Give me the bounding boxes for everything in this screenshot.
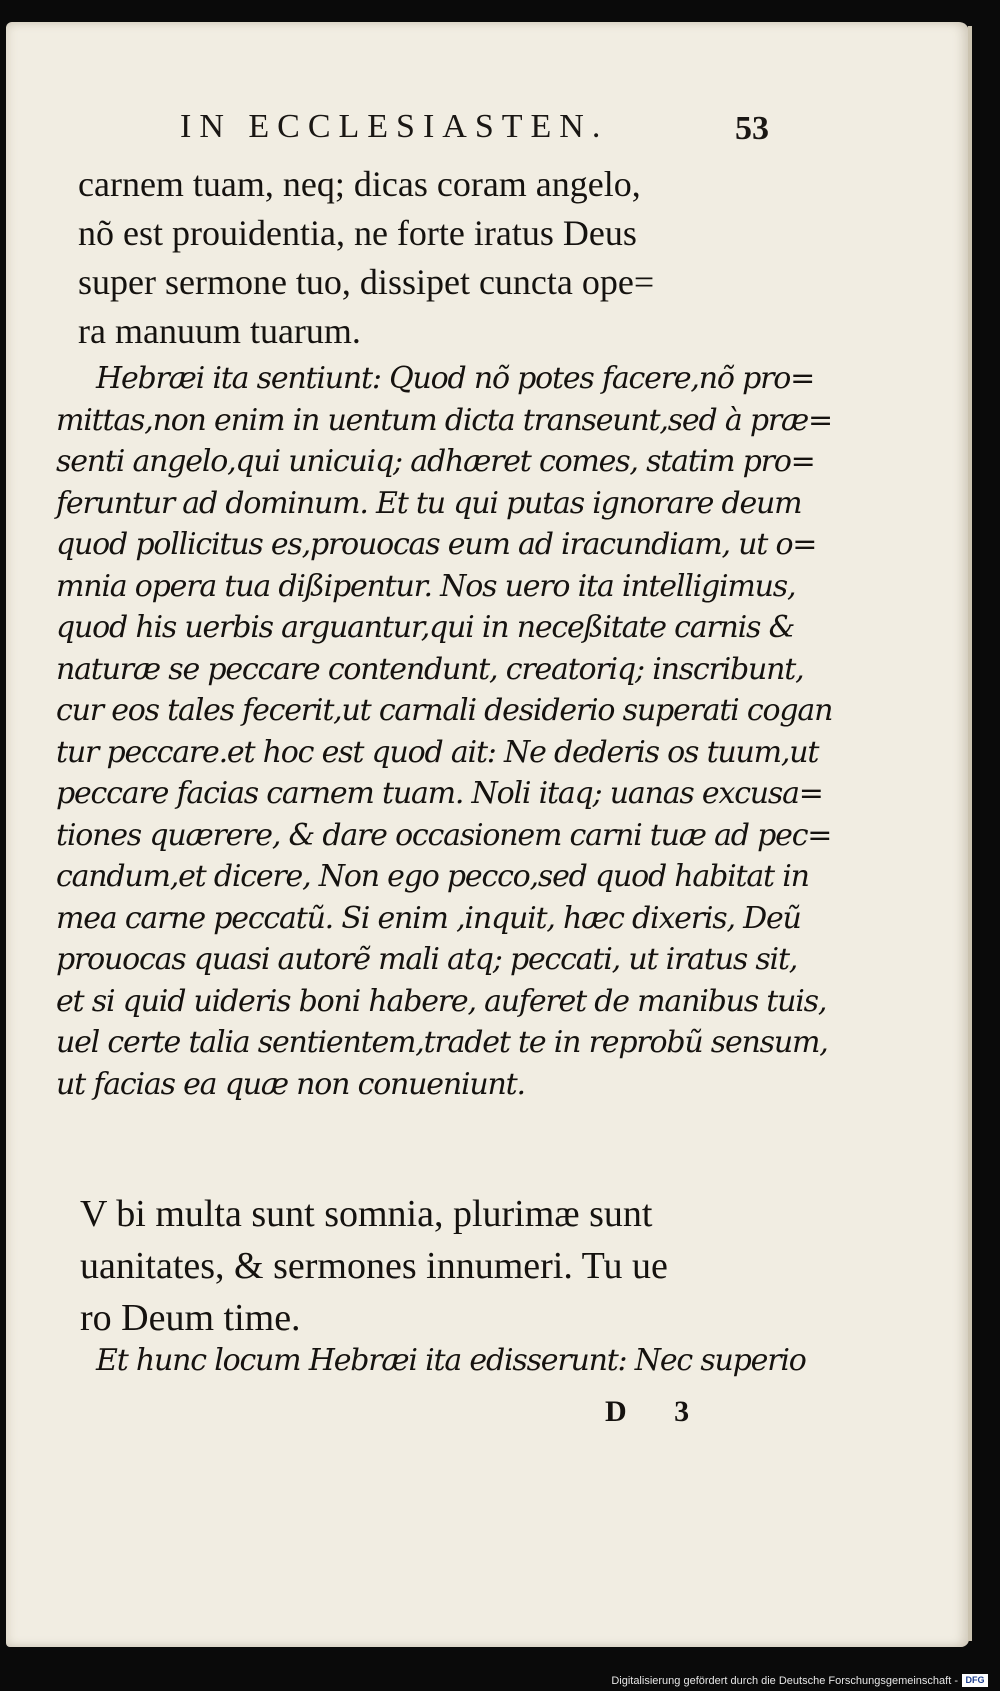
page-number: 53 xyxy=(735,110,769,147)
commentary-line: peccare facias carnem tuam. Noli itaq; uanas excusa= xyxy=(56,776,823,811)
verse-line: uanitates, & sermones innumeri. Tu ue xyxy=(80,1245,668,1287)
commentary-line: mea carne peccatũ. Si enim ,inquit, hæc dixeris, Deũ xyxy=(56,900,801,936)
commentary-line: candum,et dicere, Non ego pecco,sed quod habitat in xyxy=(56,859,809,894)
commentary-line: tur peccare.et hoc est quod ait: Ne dederis os tuum,ut xyxy=(56,734,819,770)
running-title: IN ECCLESIASTEN. xyxy=(180,108,609,145)
commentary-line: Et hunc locum Hebræi ita edisserunt: Nec superio xyxy=(96,1343,806,1378)
digitization-credit xyxy=(611,1674,988,1687)
commentary-line: feruntur ad dominum. Et tu qui putas ignorare deum xyxy=(56,485,802,521)
commentary-line: quod his uerbis arguantur,qui in neceßitate carnis & xyxy=(56,610,795,645)
verse-line: V bi multa sunt somnia, plurimæ sunt xyxy=(80,1193,653,1235)
commentary-line: uel certe talia sentientem,tradet te in reprobũ sensum, xyxy=(56,1025,828,1060)
page-edge xyxy=(968,26,972,1641)
commentary-block-2 xyxy=(56,1340,806,1382)
commentary-line: et si quid uideris boni habere, auferet de manibus tuis, xyxy=(56,983,827,1019)
commentary-line: ut facias ea quæ non conueniunt. xyxy=(56,1066,525,1102)
commentary-line: Hebræi ita sentiunt: Quod nõ potes facere,nõ pro= xyxy=(96,361,815,396)
credit-text: Digitalisierung gefördert durch die Deutsche Forschungsgemeinschaft - xyxy=(611,1674,958,1687)
verse-line: nõ est prouidentia, ne forte iratus Deus xyxy=(78,213,637,253)
verse-block-2 xyxy=(80,1188,770,1344)
verse-line: ra manuum tuarum. xyxy=(78,311,361,351)
commentary-line: tiones quærere, & dare occasionem carni tuæ ad pec= xyxy=(56,817,832,853)
commentary-line: mittas,non enim in uentum dicta transeunt,sed à præ= xyxy=(56,402,832,438)
verse-line: super sermone tuo, dissipet cuncta ope= xyxy=(78,262,655,302)
verse-block-1 xyxy=(78,160,768,356)
signature-mark: D 3 xyxy=(605,1395,710,1428)
commentary-line: quod pollicitus es,prouocas eum ad iracundiam, ut o= xyxy=(56,527,817,562)
commentary-line: cur eos tales fecerit,ut carnali desiderio superati cogan xyxy=(56,693,833,728)
verse-line: ro Deum time. xyxy=(80,1297,301,1339)
verse-line: carnem tuam, neq; dicas coram angelo, xyxy=(78,164,641,204)
commentary-block-1 xyxy=(56,358,833,1105)
dfg-logo: DFG xyxy=(962,1674,988,1687)
commentary-line: senti angelo,qui unicuiq; adhæret comes, statim pro= xyxy=(56,444,815,479)
commentary-line: mnia opera tua dißipentur. Nos uero ita intelligimus, xyxy=(56,568,796,604)
commentary-line: naturæ se peccare contendunt, creatoriq; inscribunt, xyxy=(56,651,804,687)
commentary-line: prouocas quasi autorẽ mali atq; peccati, ut iratus sit, xyxy=(56,942,798,977)
